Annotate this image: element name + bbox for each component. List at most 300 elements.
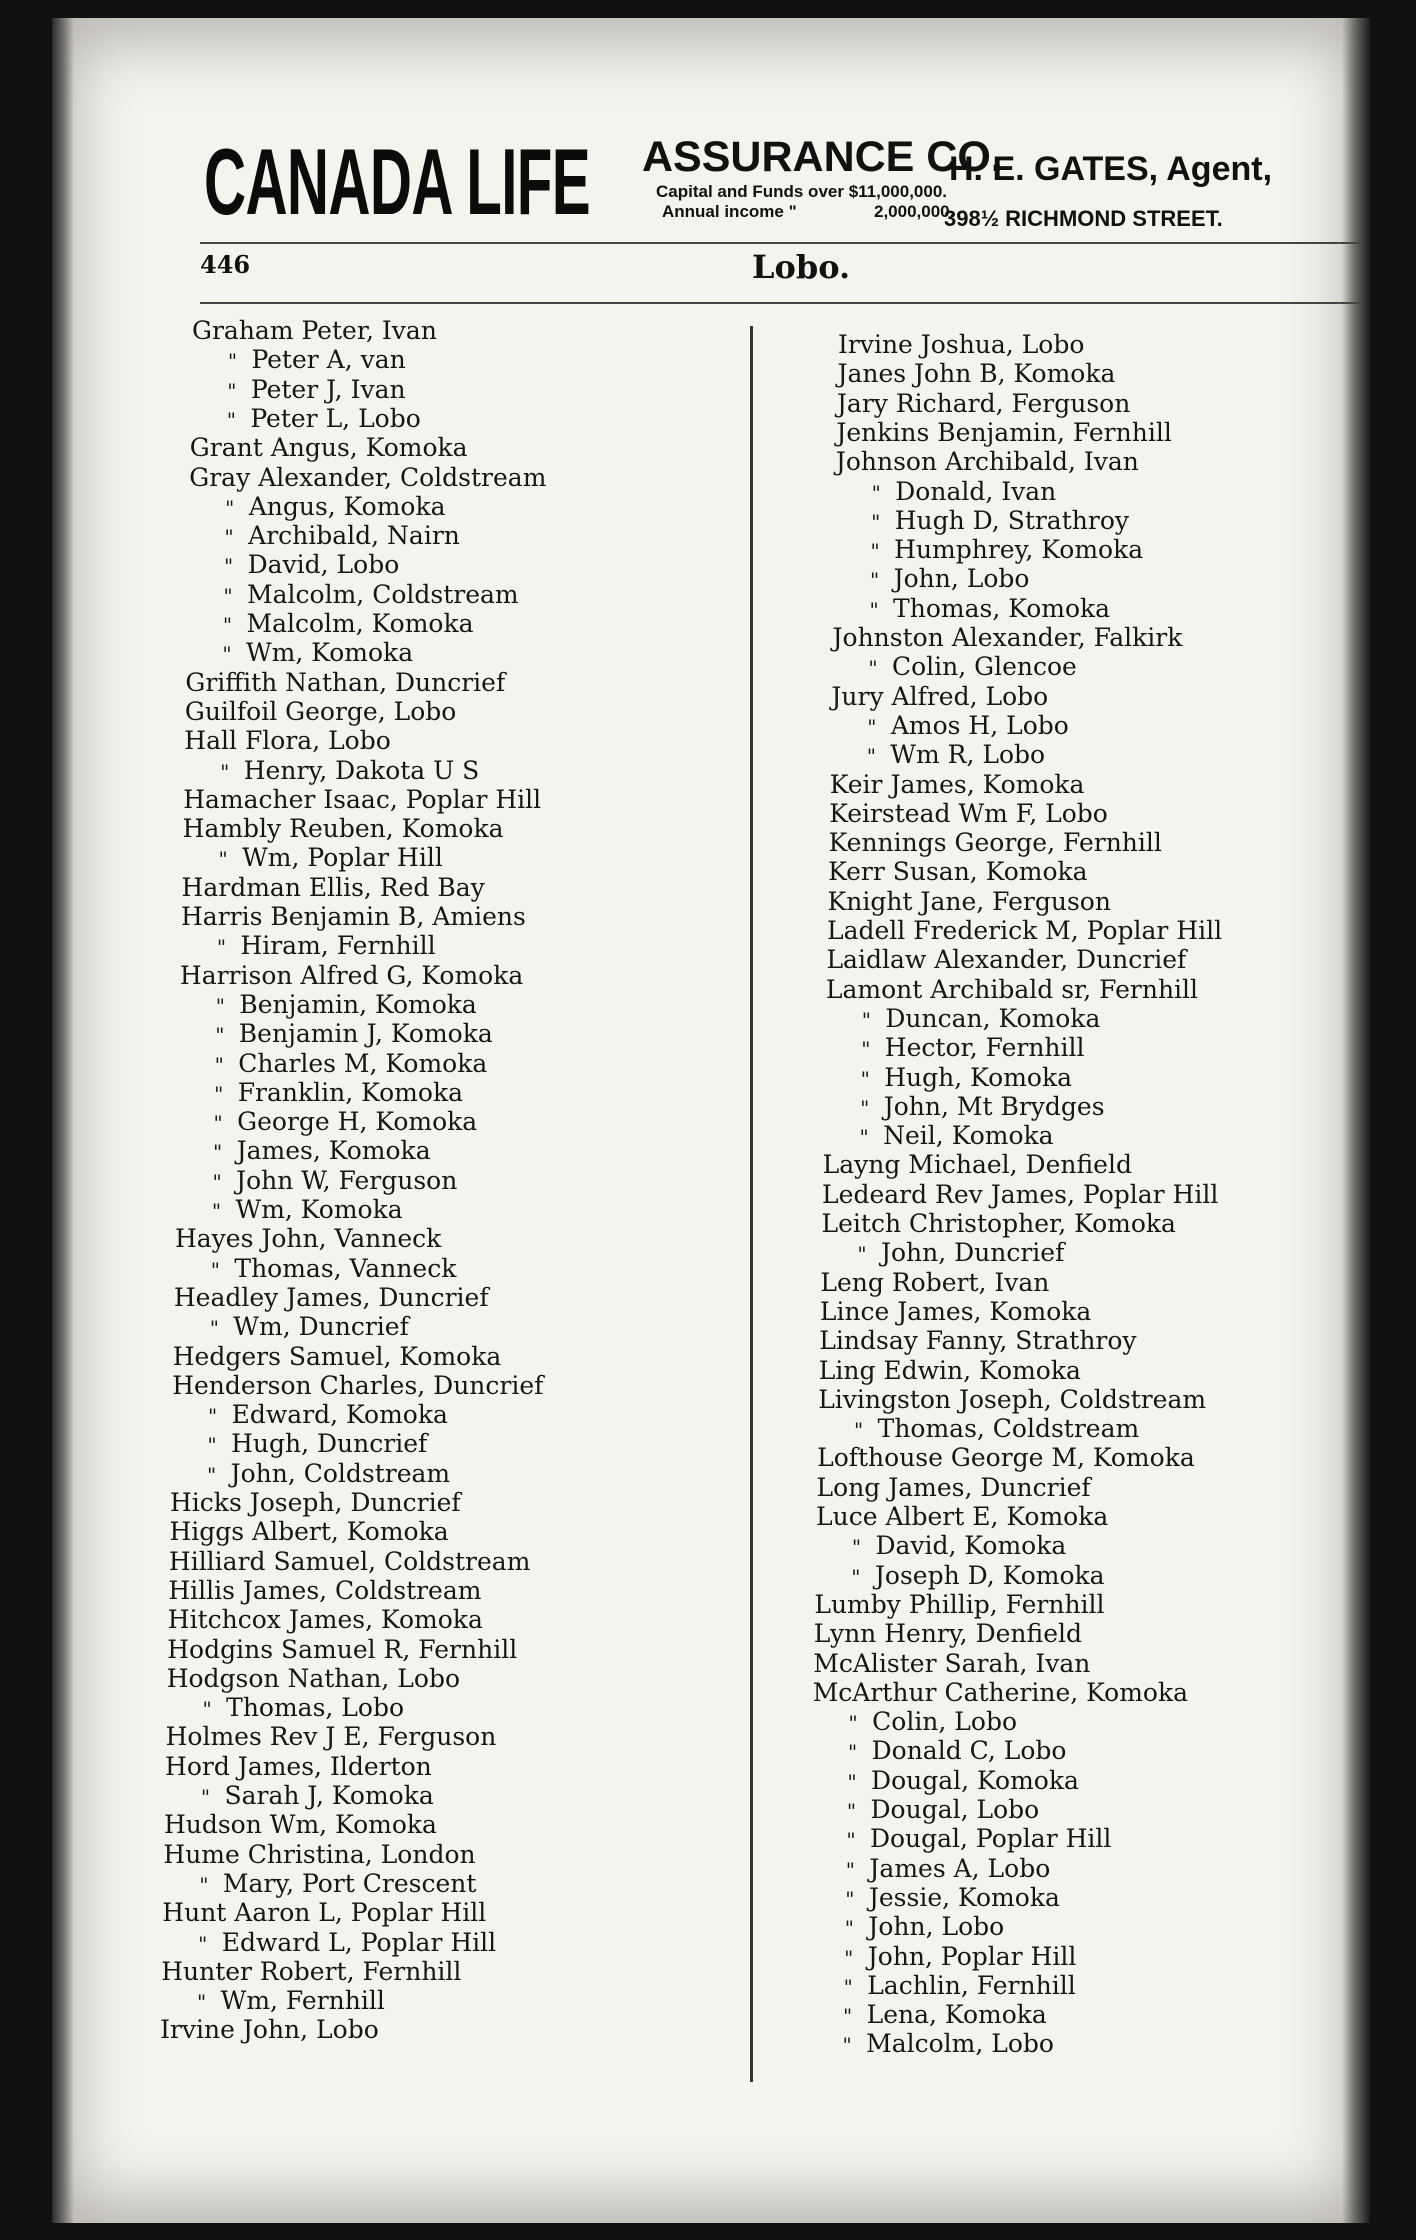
directory-entry	[190, 404, 420, 435]
ditto-mark: "	[197, 1990, 207, 2015]
entry-text: Leitch Christopher, Komoka	[821, 1209, 1176, 1238]
directory-entry	[187, 609, 474, 640]
directory-entry	[825, 1033, 1085, 1064]
directory-entry	[183, 814, 504, 843]
directory-entry	[168, 1576, 481, 1605]
entry-text: Hicks Joseph, Duncrief	[170, 1488, 461, 1517]
header-advertisement	[204, 130, 1364, 242]
directory-entry	[837, 389, 1130, 418]
entry-text: Lindsay Fanny, Strathroy	[819, 1326, 1137, 1356]
directory-entry	[176, 1195, 403, 1226]
directory-entry	[817, 1443, 1195, 1472]
header-rule	[200, 242, 1360, 244]
directory-entry	[190, 433, 468, 462]
ditto-mark: "	[198, 1931, 208, 1956]
entry-text: McArthur Catherine, Komoka	[812, 1677, 1189, 1707]
directory-entry	[161, 1986, 385, 2017]
directory-entry	[174, 1283, 489, 1312]
ditto-mark: "	[227, 378, 237, 403]
ditto-mark: "	[851, 1535, 862, 1560]
entry-text: Angus, Komoka	[248, 491, 446, 521]
directory-entry	[838, 330, 1084, 359]
entry-text: Layng Michael, Denfield	[822, 1150, 1132, 1180]
directory-entry	[818, 1385, 1206, 1414]
entry-text: Wm, Duncrief	[233, 1312, 409, 1342]
directory-entry	[167, 1664, 460, 1693]
ditto-mark: "	[222, 613, 233, 637]
ditto-mark: "	[871, 509, 881, 534]
entry-text: Hedgers Samuel, Komoka	[172, 1341, 502, 1371]
directory-entry	[832, 652, 1077, 683]
ditto-mark: "	[212, 1169, 222, 1194]
ditto-mark: "	[223, 554, 234, 579]
entry-text: Lofthouse George M, Komoka	[817, 1443, 1195, 1473]
directory-entry	[836, 447, 1139, 476]
directory-entry	[168, 1605, 483, 1634]
directory-entry	[172, 1371, 543, 1400]
entry-text: John, Poplar Hill	[867, 1941, 1077, 1971]
ditto-mark: "	[860, 1095, 870, 1120]
entry-text: John, Lobo	[868, 1912, 1005, 1942]
entry-text: Laidlaw Alexander, Duncrief	[826, 945, 1187, 975]
entry-text: Thomas, Komoka	[893, 593, 1111, 623]
directory-entry	[829, 799, 1108, 828]
directory-entry	[179, 990, 477, 1021]
entry-text: Livingston Joseph, Coldstream	[818, 1384, 1207, 1414]
entry-text: Hunter Robert, Fernhill	[161, 1956, 462, 1986]
directory-entry	[809, 1854, 1050, 1885]
ditto-mark: "	[208, 1404, 218, 1429]
entry-text: Knight Jane, Ferguson	[827, 886, 1111, 916]
directory-entry	[806, 2029, 1054, 2060]
entry-text: Archibald, Nairn	[248, 521, 460, 551]
ad-income-amount: 2,000,000.	[874, 202, 955, 221]
directory-entry	[824, 1063, 1072, 1094]
entry-text: Colin, Glencoe	[891, 652, 1077, 682]
entry-text: Donald, Ivan	[895, 476, 1057, 506]
entry-text: Ledeard Rev James, Poplar Hill	[822, 1179, 1219, 1209]
ditto-mark: "	[842, 2033, 852, 2058]
entry-text: Donald C, Lobo	[871, 1736, 1067, 1766]
directory-entry	[831, 682, 1048, 711]
entry-text: Lena, Komoka	[866, 2000, 1047, 2030]
entry-text: Hilliard Samuel, Coldstream	[168, 1546, 531, 1576]
entry-text: Thomas, Coldstream	[877, 1414, 1140, 1444]
directory-entry	[169, 1517, 448, 1546]
directory-entry	[184, 756, 480, 787]
entry-text: Jury Alfred, Lobo	[831, 681, 1049, 711]
ditto-mark: "	[206, 1462, 217, 1487]
directory-entry	[818, 1414, 1140, 1445]
entry-text: Benjamin J, Komoka	[238, 1019, 493, 1049]
directory-entry	[189, 463, 546, 492]
entry-text: Edward L, Poplar Hill	[221, 1927, 497, 1957]
entry-text: Lachlin, Fernhill	[867, 1970, 1076, 2000]
ditto-mark: "	[846, 1828, 856, 1853]
ditto-mark: "	[857, 1242, 867, 1267]
entry-text: McAlister Sarah, Ivan	[813, 1648, 1091, 1678]
directory-entry	[163, 1840, 475, 1869]
directory-entry	[188, 521, 460, 552]
entry-text: John, Duncrief	[880, 1238, 1065, 1268]
entry-text: David, Komoka	[875, 1531, 1067, 1561]
directory-entry	[822, 1180, 1218, 1209]
directory-entry	[167, 1635, 517, 1664]
entry-text: Harrison Alfred G, Komoka	[179, 960, 524, 990]
entry-text: Higgs Albert, Komoka	[169, 1517, 449, 1547]
entry-text: Irvine John, Lobo	[160, 2015, 379, 2045]
entry-text: Grant Angus, Komoka	[189, 433, 468, 463]
entry-text: Lince James, Komoka	[819, 1296, 1092, 1326]
entry-text: Dougal, Poplar Hill	[869, 1824, 1112, 1854]
ditto-mark: "	[866, 744, 876, 769]
entry-text: Hambly Reuben, Komoka	[182, 814, 504, 844]
directory-entry	[835, 506, 1129, 537]
directory-entry	[823, 1150, 1132, 1179]
entry-text: Peter A, van	[251, 345, 406, 375]
entry-text: David, Lobo	[247, 550, 400, 580]
ditto-mark: "	[847, 1740, 858, 1765]
entry-text: Malcolm, Komoka	[246, 609, 474, 638]
directory-entry	[165, 1752, 432, 1781]
directory-entry	[829, 828, 1162, 857]
section-title: Lobo.	[752, 248, 851, 286]
ditto-mark: "	[844, 1945, 854, 1970]
directory-entry	[811, 1766, 1079, 1797]
entry-text: Humphrey, Komoka	[894, 535, 1144, 565]
ditto-mark: "	[843, 1974, 853, 1999]
ditto-mark: "	[226, 407, 236, 432]
directory-entry	[191, 345, 405, 376]
directory-entry	[831, 711, 1069, 742]
directory-entry	[820, 1268, 1049, 1297]
entry-text: Wm R, Lobo	[890, 740, 1046, 770]
entry-text: Griffith Nathan, Duncrief	[185, 667, 506, 697]
entry-text: Malcolm, Coldstream	[247, 579, 519, 609]
entry-text: Joseph D, Komoka	[874, 1560, 1105, 1590]
entry-text: Hudson Wm, Komoka	[163, 1810, 437, 1840]
entry-text: Wm, Fernhill	[220, 1986, 385, 2016]
directory-entry	[836, 418, 1171, 447]
ditto-mark: "	[214, 1052, 224, 1077]
entry-text: Guilfoil George, Lobo	[184, 696, 457, 726]
entry-text: Hitchcox James, Komoka	[167, 1605, 483, 1635]
column-divider	[750, 326, 753, 2082]
directory-entry	[188, 550, 400, 581]
entry-text: Benjamin, Komoka	[239, 989, 477, 1019]
entry-text: Hodgson Nathan, Lobo	[166, 1663, 461, 1693]
directory-entry	[816, 1502, 1108, 1531]
directory-entry	[825, 1004, 1100, 1035]
directory-entry	[170, 1488, 461, 1517]
directory-entry	[160, 2015, 379, 2044]
directory-page	[52, 18, 1370, 2223]
entry-text: Duncan, Komoka	[885, 1003, 1101, 1033]
entry-text: Wm, Komoka	[245, 638, 414, 668]
ditto-mark: "	[218, 847, 228, 872]
directory-entry	[183, 785, 541, 814]
directory-entry	[175, 1224, 441, 1253]
directory-entry	[162, 1898, 486, 1927]
directory-entry	[812, 1707, 1017, 1738]
entry-text: Hardman Ellis, Red Bay	[181, 872, 485, 902]
entry-text: Mary, Port Crescent	[222, 1868, 477, 1898]
directory-entry	[172, 1400, 448, 1431]
directory-entry	[189, 492, 446, 523]
entry-text: Janes John B, Komoka	[837, 359, 1116, 389]
entry-text: John, Coldstream	[230, 1458, 451, 1488]
directory-entry	[814, 1590, 1104, 1619]
ditto-mark: "	[847, 1769, 857, 1794]
ditto-mark: "	[207, 1433, 217, 1458]
directory-entry	[166, 1693, 404, 1724]
entry-text: Sarah J, Komoka	[224, 1781, 434, 1810]
directory-entry	[830, 740, 1045, 771]
ditto-mark: "	[869, 597, 879, 622]
entry-text: Henderson Charles, Duncrief	[172, 1370, 544, 1400]
entry-text: Lamont Archibald sr, Fernhill	[825, 974, 1199, 1004]
directory-entry	[835, 477, 1056, 508]
entry-text: Jessie, Komoka	[868, 1882, 1060, 1912]
ditto-mark: "	[213, 1111, 223, 1136]
ad-assurance-text: ASSURANCE CO.	[642, 133, 1003, 181]
ditto-mark: "	[215, 1023, 225, 1048]
directory-entry	[179, 1019, 493, 1050]
entry-text: Leng Robert, Ivan	[820, 1267, 1050, 1297]
directory-entry	[174, 1254, 456, 1285]
directory-entry	[165, 1781, 434, 1812]
directory-entry	[177, 1136, 431, 1167]
ditto-mark: "	[215, 993, 225, 1018]
entry-text: James, Komoka	[236, 1136, 431, 1166]
entry-text: Thomas, Vanneck	[234, 1253, 457, 1283]
ditto-mark: "	[212, 1140, 223, 1165]
directory-entry	[812, 1736, 1067, 1767]
ditto-mark: "	[202, 1697, 212, 1722]
entry-text: Kerr Susan, Komoka	[828, 857, 1088, 887]
directory-entry	[166, 1722, 497, 1751]
directory-entry	[186, 638, 413, 669]
entry-text: John, Mt Brydges	[883, 1091, 1105, 1121]
directory-entry	[822, 1209, 1176, 1238]
ditto-mark: "	[848, 1711, 858, 1736]
ditto-mark: "	[200, 1785, 211, 1809]
ditto-mark: "	[860, 1066, 870, 1091]
entry-text: John, Lobo	[893, 564, 1030, 594]
ditto-mark: "	[867, 714, 877, 739]
ad-agent-address: 398½ RICHMOND STREET.	[944, 206, 1223, 231]
directory-entry	[828, 887, 1111, 916]
directory-entry	[819, 1326, 1136, 1355]
directory-entry	[815, 1561, 1105, 1592]
directory-entry	[180, 961, 523, 990]
directory-entry	[826, 945, 1186, 974]
entry-text: Hamacher Isaac, Poplar Hill	[183, 784, 542, 814]
entry-text: Long James, Duncrief	[816, 1472, 1091, 1502]
entry-text: Hunt Aaron L, Poplar Hill	[162, 1898, 487, 1928]
directory-entry	[185, 668, 505, 697]
entry-text: Peter J, Ivan	[250, 374, 406, 404]
directory-entry	[191, 375, 406, 406]
entry-text: Graham Peter, Ivan	[192, 316, 437, 345]
ad-income-label: Annual income "	[662, 202, 797, 221]
entry-text: Hiram, Fernhill	[240, 931, 436, 961]
directory-entry	[173, 1342, 502, 1371]
directory-entry	[821, 1238, 1064, 1269]
directory-entry	[192, 316, 437, 345]
directory-entry	[176, 1166, 457, 1197]
ditto-mark: "	[227, 349, 238, 374]
ditto-mark: "	[870, 539, 880, 564]
directory-entry	[178, 1049, 487, 1080]
directory-entry	[837, 359, 1115, 388]
entry-text: Hillis James, Coldstream	[168, 1575, 482, 1605]
entry-text: Luce Albert E, Komoka	[816, 1502, 1109, 1531]
entry-text: Harris Benjamin B, Amiens	[181, 902, 526, 931]
entry-text: Headley James, Duncrief	[173, 1282, 489, 1312]
ditto-mark: "	[210, 1257, 220, 1282]
directory-entry	[828, 857, 1087, 886]
entry-text: Jary Richard, Ferguson	[836, 388, 1131, 418]
directory-entry	[808, 1942, 1077, 1973]
directory-entry	[184, 726, 391, 755]
directory-entry	[162, 1928, 496, 1959]
entry-text: John W, Ferguson	[236, 1165, 458, 1195]
directory-entry	[813, 1649, 1090, 1678]
ditto-mark: "	[846, 1799, 857, 1823]
entry-text: Henry, Dakota U S	[243, 755, 480, 785]
directory-entry	[164, 1810, 437, 1839]
directory-entry	[834, 564, 1030, 595]
directory-entry	[823, 1121, 1053, 1152]
title-rule	[200, 302, 1360, 304]
ditto-mark: "	[869, 568, 880, 593]
directory-entry	[833, 594, 1110, 625]
entry-text: Hall Flora, Lobo	[184, 726, 391, 756]
directory-entry	[807, 2000, 1047, 2031]
directory-entry	[827, 916, 1222, 945]
ditto-mark: "	[843, 2004, 853, 2029]
directory-entry	[163, 1869, 477, 1900]
ditto-mark: "	[861, 1007, 871, 1032]
directory-entry	[178, 1078, 463, 1109]
directory-entry	[833, 623, 1183, 652]
ditto-mark: "	[224, 525, 234, 550]
entry-text: Hume Christina, London	[163, 1839, 476, 1869]
ditto-mark: "	[868, 656, 878, 681]
ad-capital-line: Capital and Funds over $11,000,000.	[656, 182, 948, 201]
entry-text: Hugh, Duncrief	[231, 1429, 428, 1459]
page-number: 446	[200, 250, 251, 279]
entry-text: Neil, Komoka	[883, 1121, 1054, 1151]
ditto-mark: "	[211, 1199, 222, 1223]
directory-entry	[810, 1824, 1111, 1855]
directory-entry	[187, 580, 519, 611]
directory-entry	[809, 1883, 1060, 1914]
ad-agent-name: H. E. GATES, Agent,	[949, 150, 1273, 188]
ditto-mark: "	[845, 1886, 855, 1911]
entry-text: Hector, Fernhill	[884, 1033, 1085, 1063]
entry-text: Johnston Alexander, Falkirk	[832, 623, 1183, 652]
directory-entry	[813, 1678, 1188, 1707]
entry-text: Ladell Frederick M, Poplar Hill	[827, 916, 1223, 945]
directory-entry	[185, 697, 456, 726]
entry-text: Kennings George, Fernhill	[828, 828, 1162, 858]
entry-text: Lumby Phillip, Fernhill	[814, 1589, 1105, 1619]
entry-text: Franklin, Komoka	[237, 1077, 463, 1107]
directory-entry	[834, 535, 1143, 566]
ad-income-line	[662, 202, 955, 222]
entry-text: Ling Edwin, Komoka	[818, 1355, 1081, 1385]
directory-entry	[177, 1107, 477, 1138]
ditto-mark: "	[199, 1872, 209, 1897]
entry-text: Keir James, Komoka	[829, 769, 1085, 799]
ditto-mark: "	[844, 1916, 854, 1941]
directory-entry	[169, 1547, 531, 1576]
entry-text: Hodgins Samuel R, Fernhill	[167, 1634, 518, 1664]
page-right-edge-shadow	[1342, 18, 1370, 2223]
directory-entry	[826, 975, 1198, 1004]
directory-entry	[824, 1092, 1105, 1123]
entry-text: Hord James, Ilderton	[165, 1751, 432, 1781]
entry-text: Dougal, Lobo	[870, 1795, 1040, 1824]
entry-text: James A, Lobo	[869, 1853, 1051, 1883]
entry-text: Gray Alexander, Coldstream	[189, 462, 547, 492]
entry-text: Holmes Rev J E, Ferguson	[165, 1722, 497, 1752]
directory-entry	[807, 1971, 1076, 2002]
directory-entry	[173, 1312, 409, 1343]
directory-entry	[817, 1473, 1091, 1502]
page-left-edge-shadow	[52, 18, 74, 2223]
entry-text: Hugh, Komoka	[884, 1062, 1073, 1092]
entry-text: Johnson Archibald, Ivan	[835, 447, 1139, 477]
directory-entry	[182, 843, 443, 874]
entry-text: Lynn Henry, Denfield	[813, 1619, 1082, 1649]
directory-entry	[171, 1429, 427, 1460]
directory-entry	[820, 1297, 1091, 1326]
entry-text: Dougal, Komoka	[871, 1765, 1079, 1795]
entry-text: Jenkins Benjamin, Fernhill	[836, 417, 1172, 447]
directory-entry	[814, 1619, 1082, 1648]
entry-text: Edward, Komoka	[231, 1400, 448, 1430]
entry-text: George H, Komoka	[237, 1107, 478, 1137]
directory-entry	[171, 1459, 451, 1490]
ditto-mark: "	[216, 935, 227, 960]
entry-text: Amos H, Lobo	[890, 710, 1069, 740]
entry-text: Wm, Komoka	[235, 1195, 403, 1224]
ditto-mark: "	[223, 583, 233, 608]
entry-text: Hugh D, Strathroy	[894, 505, 1129, 535]
entry-text: Charles M, Komoka	[238, 1048, 488, 1078]
entry-text: Colin, Lobo	[872, 1707, 1018, 1737]
ditto-mark: "	[851, 1564, 861, 1589]
ad-company-name: CANADA LIFE	[204, 129, 591, 234]
entry-text: Thomas, Lobo	[226, 1693, 405, 1723]
entry-text: Peter L, Lobo	[250, 403, 421, 433]
entry-text: Hayes John, Vanneck	[174, 1224, 442, 1254]
directory-entry	[819, 1356, 1081, 1385]
ditto-mark: "	[214, 1081, 224, 1106]
ditto-mark: "	[220, 759, 230, 784]
directory-entry	[161, 1957, 461, 1986]
directory-entry	[815, 1531, 1066, 1562]
ditto-mark: "	[225, 495, 235, 520]
ditto-mark: "	[209, 1316, 219, 1341]
entry-text: Keirstead Wm F, Lobo	[829, 798, 1108, 828]
entry-text: Wm, Poplar Hill	[242, 843, 443, 873]
ditto-mark: "	[871, 480, 881, 505]
ditto-mark: "	[859, 1125, 869, 1150]
